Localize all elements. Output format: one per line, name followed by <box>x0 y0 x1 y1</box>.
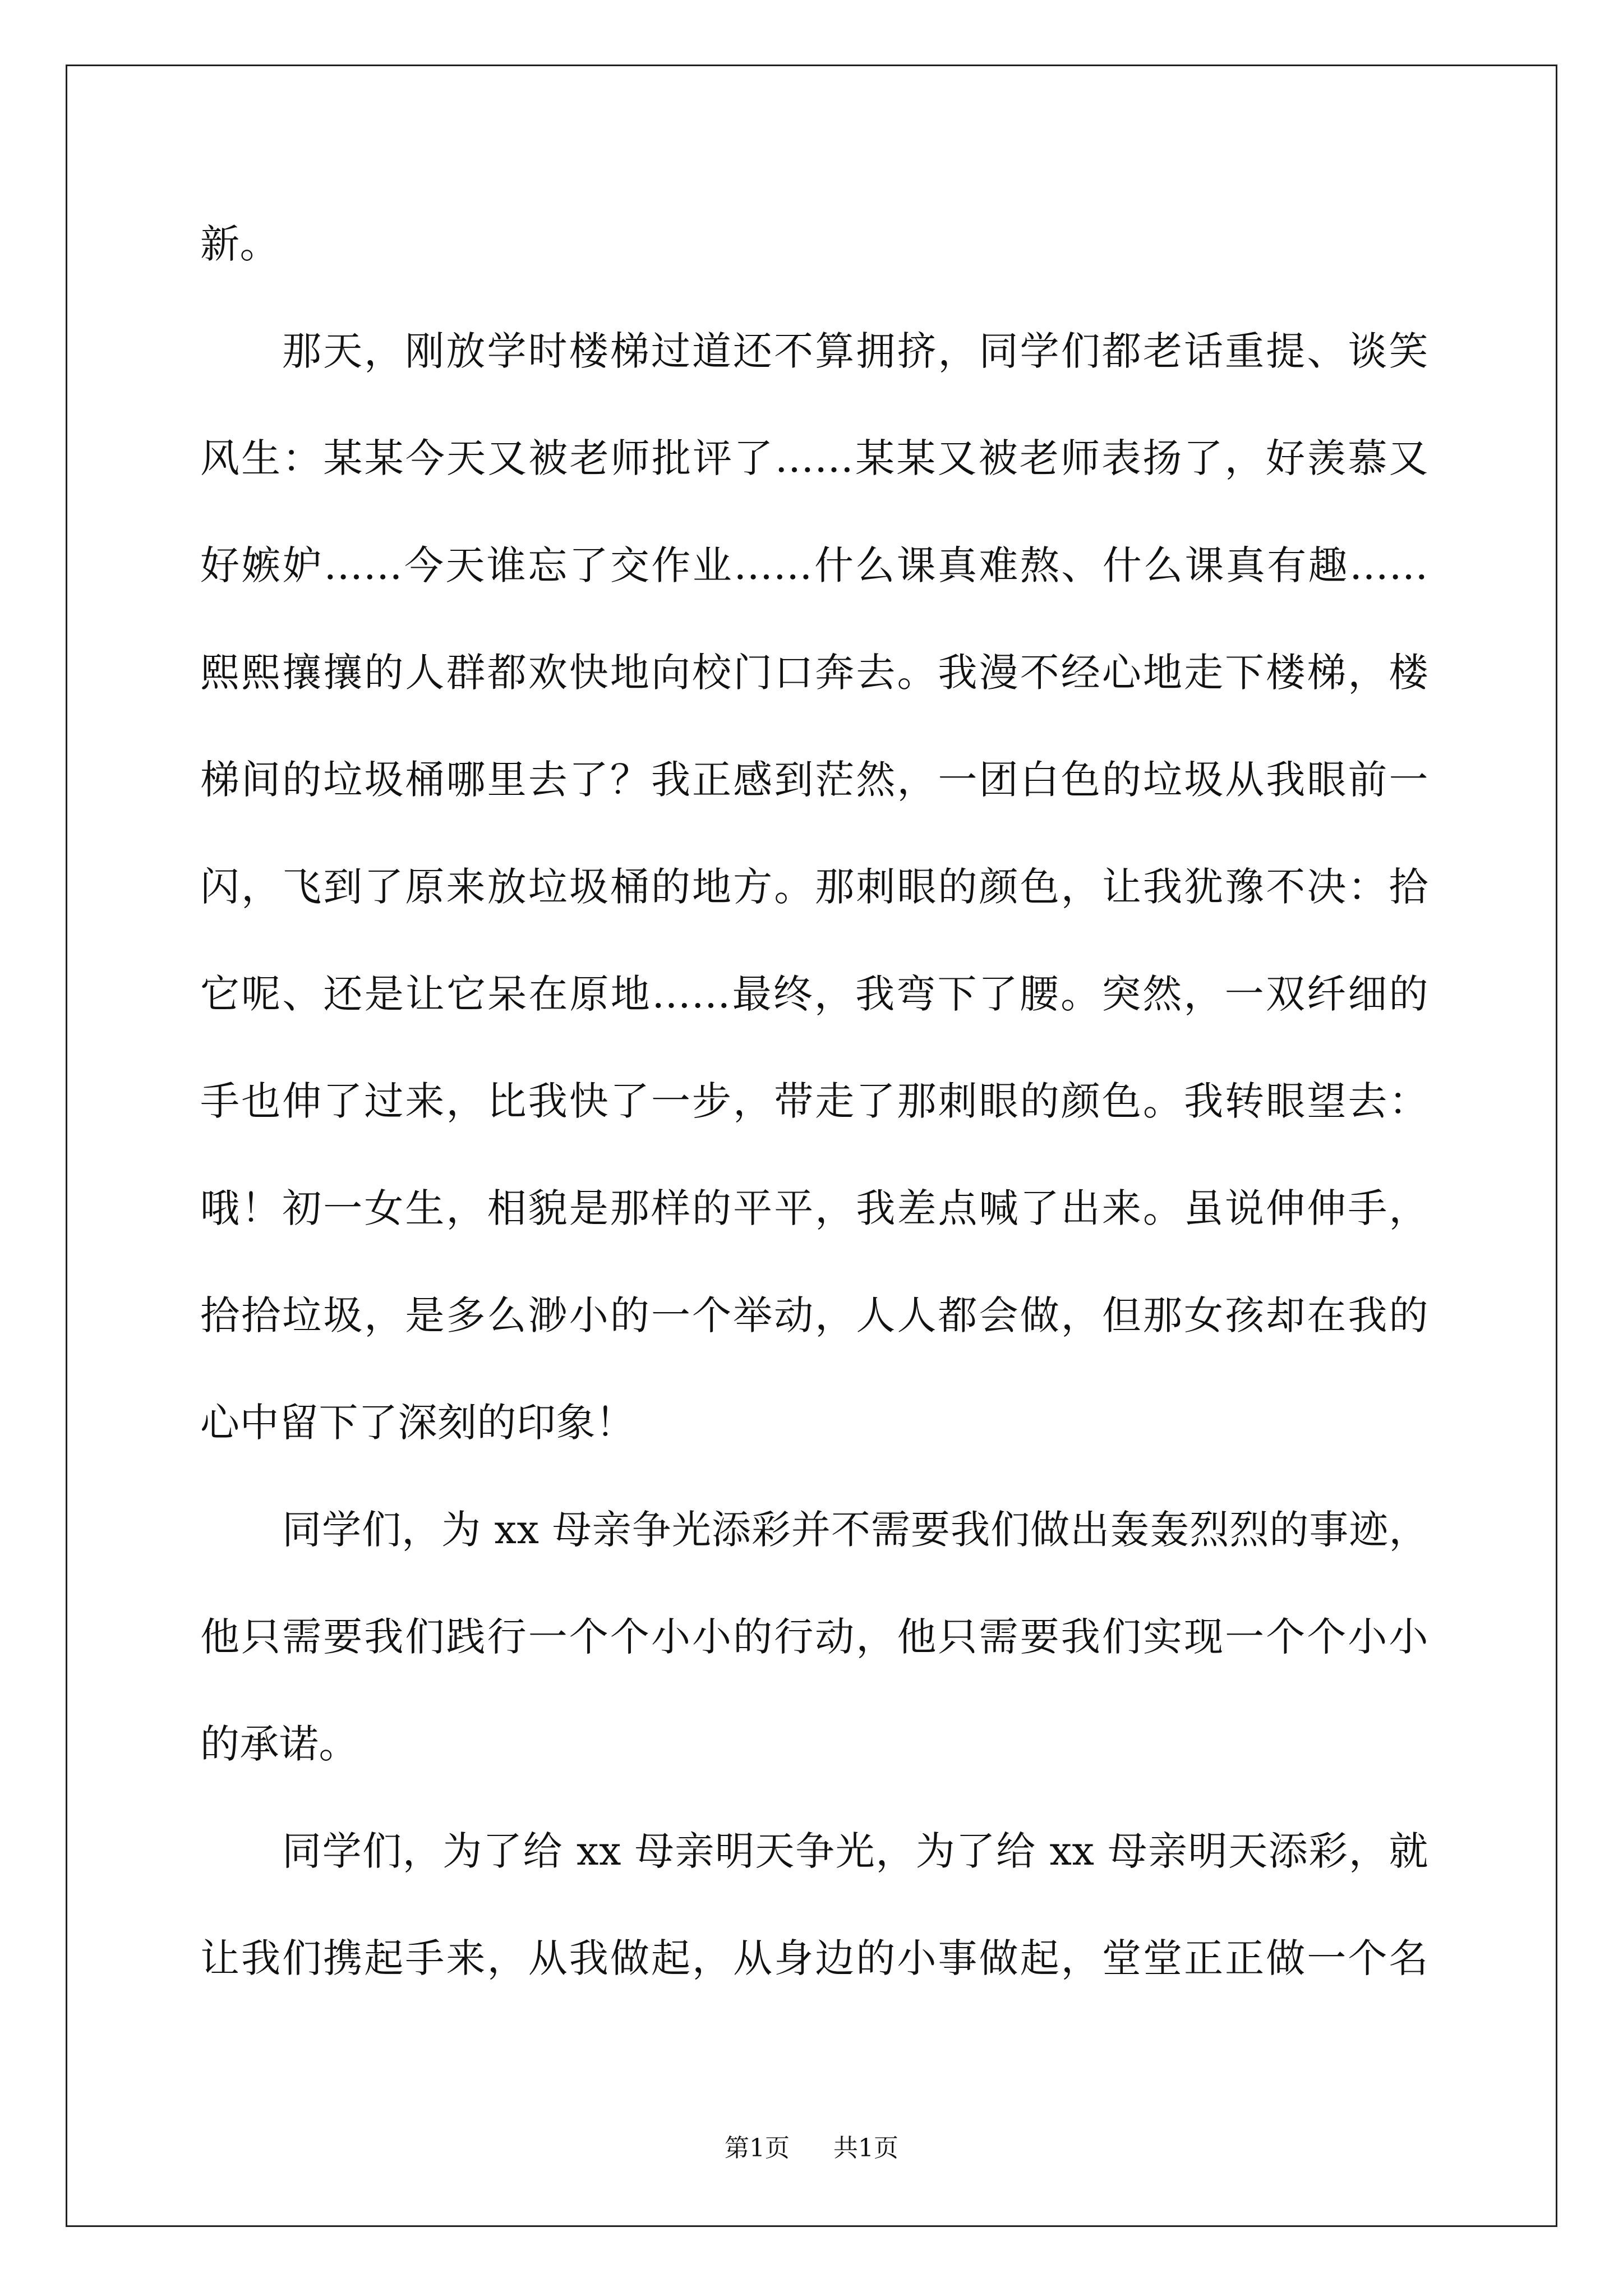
document-body <box>200 191 1428 2012</box>
text-line: 心中留下了深刻的印象！ <box>200 1400 635 1446</box>
text-line: 他只需要我们践行一个个小小的行动，他只需要我们实现一个个小小 <box>200 1614 1428 1660</box>
text-line: 好嫉妒……今天谁忘了交作业……什么课真难熬、什么课真有趣…… <box>200 542 1428 588</box>
paragraph-first-line: 同学们，为了给 xx 母亲明天争光，为了给 xx 母亲明天添彩，就 <box>282 1828 1428 1874</box>
text-line: 新。 <box>200 221 279 267</box>
text-line: 拾拾垃圾，是多么渺小的一个举动，人人都会做，但那女孩却在我的 <box>200 1292 1428 1338</box>
page-number-total: 共1页 <box>833 2134 898 2162</box>
page-footer <box>0 2132 1623 2165</box>
paragraph-first-line: 那天，刚放学时楼梯过道还不算拥挤，同学们都老话重提、谈笑 <box>282 328 1428 374</box>
text-line: 梯间的垃圾桶哪里去了？我正感到茫然，一团白色的垃圾从我眼前一 <box>200 757 1428 803</box>
text-line: 手也伸了过来，比我快了一步，带走了那刺眼的颜色。我转眼望去： <box>200 1078 1428 1124</box>
text-line: 让我们携起手来，从我做起，从身边的小事做起，堂堂正正做一个名 <box>200 1935 1428 1981</box>
text-line: 它呢、还是让它呆在原地……最终，我弯下了腰。突然，一双纤细的 <box>200 971 1428 1017</box>
text-line: 闪，飞到了原来放垃圾桶的地方。那刺眼的颜色，让我犹豫不决：拾 <box>200 864 1428 910</box>
paragraph-first-line: 同学们，为 xx 母亲争光添彩并不需要我们做出轰轰烈烈的事迹， <box>282 1507 1428 1553</box>
text-line: 哦！初一女生，相貌是那样的平平，我差点喊了出来。虽说伸伸手， <box>200 1185 1428 1231</box>
text-line: 风生：某某今天又被老师批评了……某某又被老师表扬了，好羡慕又 <box>200 435 1428 481</box>
text-line: 的承诺。 <box>200 1721 358 1767</box>
text-line: 熙熙攘攘的人群都欢快地向校门口奔去。我漫不经心地走下楼梯，楼 <box>200 650 1428 696</box>
page-number-current: 第1页 <box>725 2134 790 2162</box>
